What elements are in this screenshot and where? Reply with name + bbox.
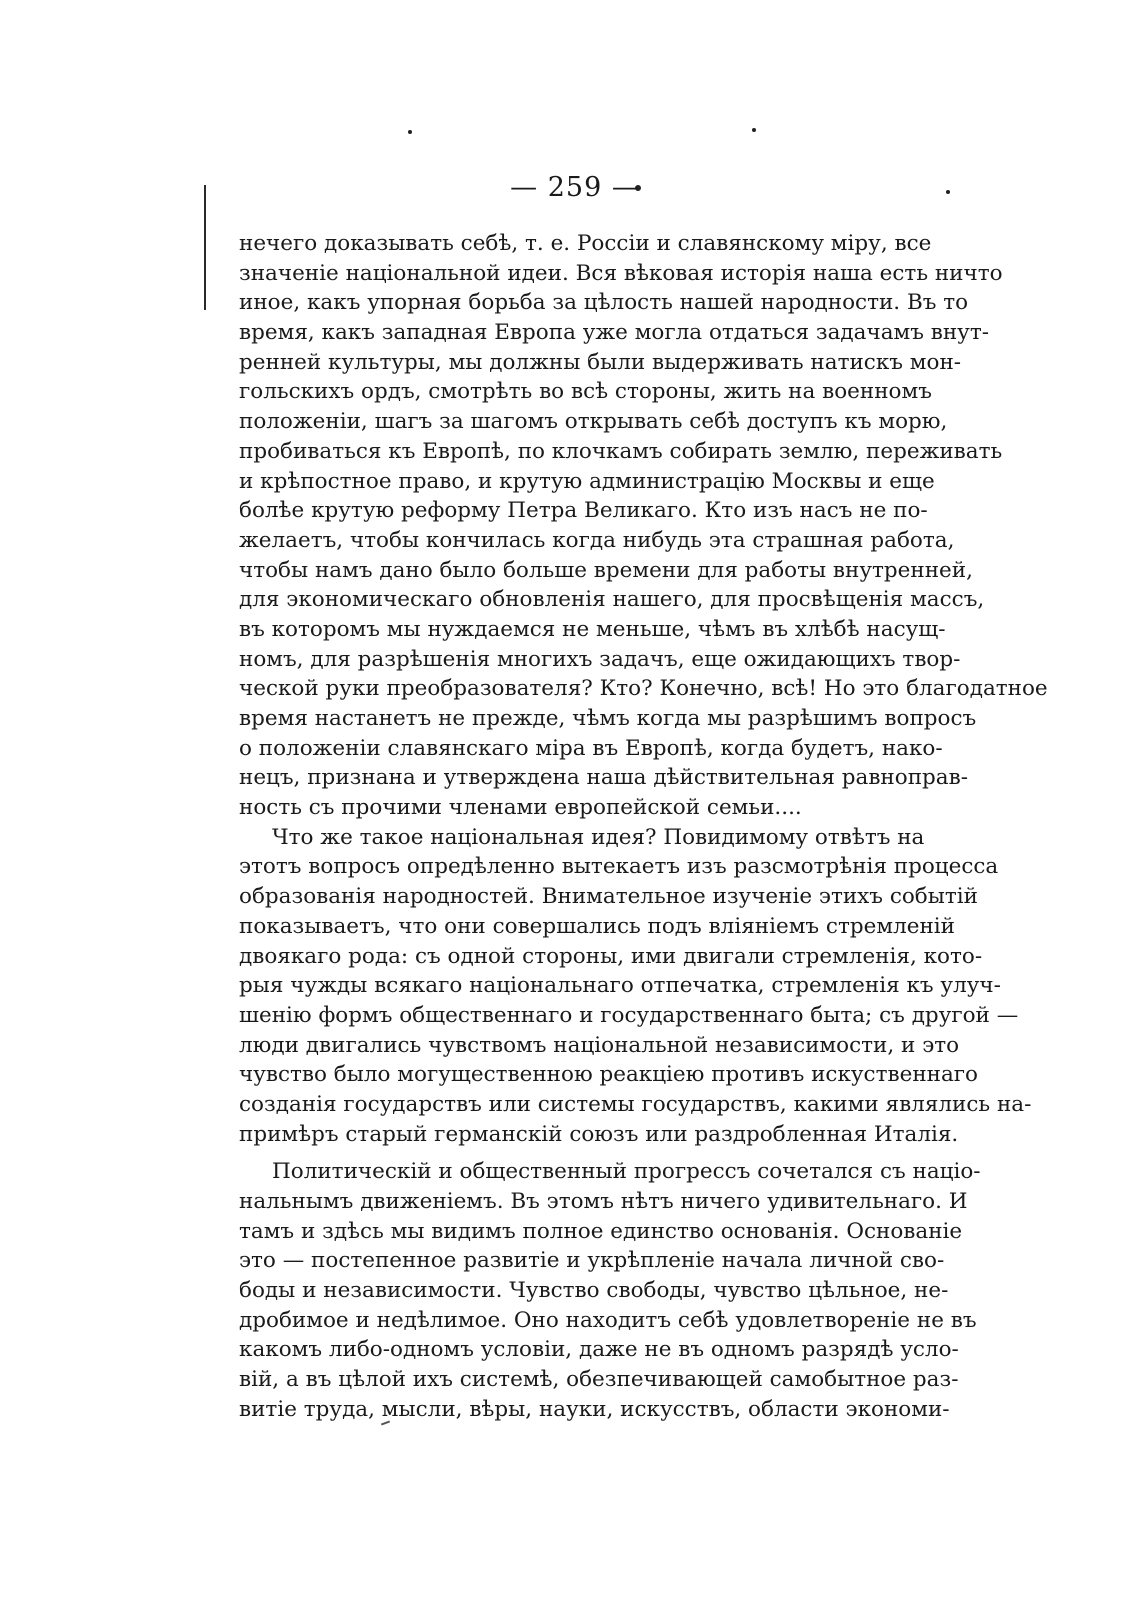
text-line: какомъ либо-одномъ условіи, даже не въ одномъ разрядѣ усло- — [239, 1337, 959, 1363]
text-line: ность съ прочими членами европейской семьи.... — [239, 795, 802, 821]
text-line: положеніи, шагъ за шагомъ открывать себѣ доступъ къ морю, — [239, 409, 948, 435]
text-line: желаетъ, чтобы кончилась когда нибудь эта страшная работа, — [239, 527, 955, 553]
print-speck — [752, 128, 756, 132]
text-line: болѣе крутую реформу Петра Великаго. Кто изъ насъ не по- — [239, 498, 928, 524]
text-line: шенію формъ общественнаго и государственнаго быта; съ другой — — [239, 1002, 1019, 1028]
body-text — [239, 229, 1048, 1425]
text-line: ческой руки преобразователя? Кто? Конечно, всѣ! Но это благодатное — [239, 676, 1048, 702]
text-line: время настанетъ не прежде, чѣмъ когда мы разрѣшимъ вопросъ — [239, 706, 977, 731]
print-speck — [408, 130, 412, 134]
text-line: созданія государствъ или системы государствъ, какими являлись на- — [239, 1091, 1032, 1117]
text-line: чтобы намъ дано было больше времени для работы внутренней, — [239, 557, 973, 583]
text-line: для экономическаго обновленія нашего, для просвѣщенія массъ, — [239, 587, 985, 613]
text-line: и крѣпостное право, и крутую администрацію Москвы и еще — [239, 468, 935, 494]
text-line: это — постепенное развитіе и укрѣпленіе начала личной сво- — [239, 1248, 945, 1274]
paragraph — [239, 229, 1048, 823]
text-line: иное, какъ упорная борьба за цѣлость нашей народности. Въ то — [239, 290, 969, 316]
text-line: пробиваться къ Европѣ, по клочкамъ собирать землю, переживать — [239, 438, 1003, 464]
text-line: гольскихъ ордъ, смотрѣть во всѣ стороны, жить на военномъ — [239, 379, 932, 405]
text-line: боды и независимости. Чувство свободы, чувство цѣльное, не- — [239, 1278, 949, 1304]
margin-binding-mark — [204, 185, 206, 310]
text-line: номъ, для разрѣшенія многихъ задачъ, еще ожидающихъ твор- — [239, 646, 961, 672]
text-line: дробимое и недѣлимое. Оно находитъ себѣ удовлетвореніе не въ — [239, 1307, 977, 1333]
text-line: этотъ вопросъ опредѣленно вытекаетъ изъ разсмотрѣнія процесса — [239, 854, 999, 880]
text-line: чувство было могущественною реакціею противъ искуственнаго — [239, 1062, 978, 1088]
text-line: показываетъ, что они совершались подъ вліяніемъ стремленій — [239, 913, 955, 939]
paragraph — [239, 823, 1032, 1150]
text-line: нальнымъ движеніемъ. Въ этомъ нѣтъ ничего удивительнаго. И — [239, 1189, 968, 1214]
page-number: — 259 — — [510, 172, 640, 203]
text-line: тамъ и здѣсь мы видимъ полное единство основанія. Основаніе — [239, 1218, 963, 1244]
text-line: въ которомъ мы нуждаемся не меньше, чѣмъ въ хлѣбѣ насущ- — [239, 616, 946, 642]
text-line: витіе труда, мысли, вѣры, науки, искусствъ, области экономи- — [239, 1396, 950, 1422]
text-line: нечего доказывать себѣ, т. е. Россіи и славянскому міру, все — [239, 231, 932, 256]
text-line: вій, а въ цѣлой ихъ системѣ, обезпечивающей самобытное раз- — [239, 1367, 959, 1393]
text-line: о положеніи славянскаго міра въ Европѣ, когда будетъ, нако- — [239, 735, 943, 761]
paragraph — [239, 1157, 981, 1424]
text-line: Что же такое національная идея? Повидимому отвѣтъ на — [272, 824, 925, 850]
text-line: значеніе національной идеи. Вся вѣковая исторія наша есть ничто — [239, 260, 1003, 286]
text-line: время, какъ западная Европа уже могла отдаться задачамъ внут- — [239, 320, 989, 346]
text-line: рыя чужды всякаго національнаго отпечатка, стремленія къ улуч- — [239, 973, 1001, 999]
text-line: примѣръ старый германскій союзъ или раздробленная Италія. — [239, 1121, 959, 1147]
text-line: люди двигались чувствомъ національной независимости, и это — [239, 1032, 960, 1058]
paragraph-gap — [239, 1149, 923, 1157]
text-line: образованія народностей. Внимательное изученіе этихъ событій — [239, 884, 978, 910]
text-line: двоякаго рода: съ одной стороны, ими двигали стремленія, кото- — [239, 943, 983, 969]
text-line: нецъ, признана и утверждена наша дѣйствительная равноправ- — [239, 765, 968, 791]
text-line: ренней культуры, мы должны были выдерживать натискъ мон- — [239, 349, 962, 375]
text-line: Политическій и общественный прогрессъ сочетался съ націо- — [272, 1159, 981, 1185]
